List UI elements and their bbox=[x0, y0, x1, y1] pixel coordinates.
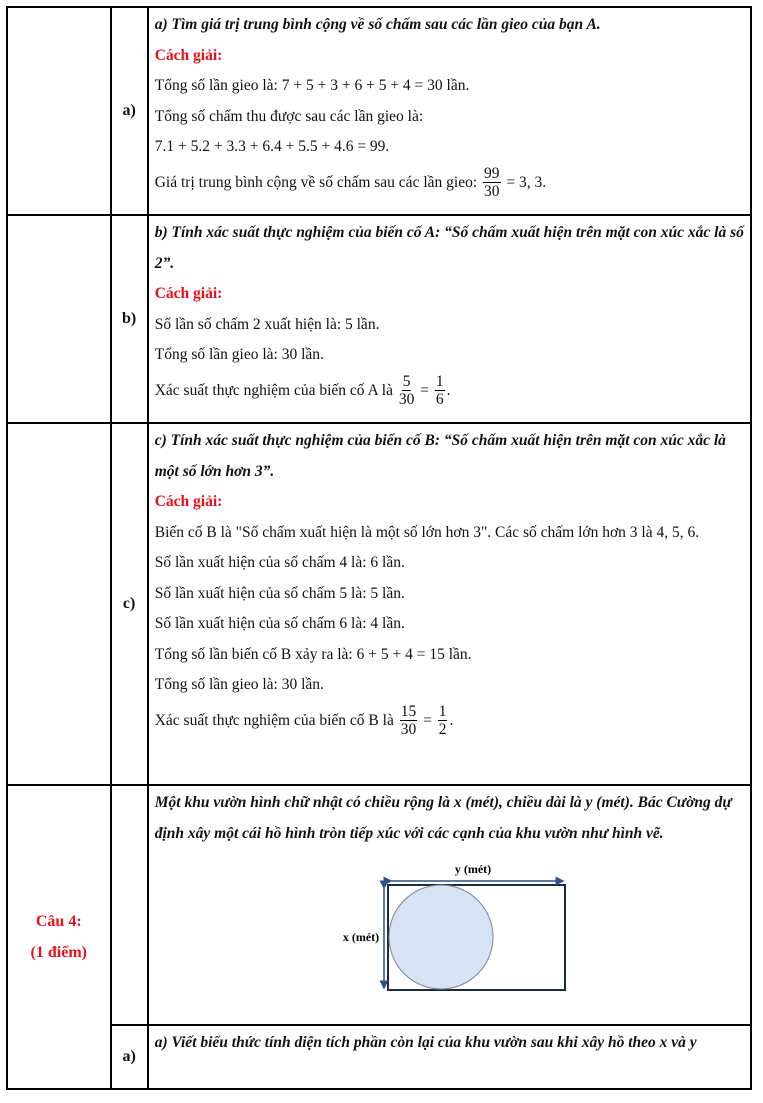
solution-line: Số lần xuất hiện của số chấm 6 là: 4 lần. bbox=[154, 615, 405, 632]
fraction bbox=[435, 373, 445, 408]
part-question: c) Tính xác suất thực nghiệm của biến cố B: “Số chấm xuất hiện trên mặt con xúc xắc là một số lớn hơn 3”. bbox=[154, 432, 726, 480]
equals: = bbox=[416, 381, 433, 399]
part-question: a) Viết biểu thức tính diện tích phần còn lại của khu vườn sau khi xây hồ theo x và y bbox=[154, 1034, 697, 1051]
fraction-denominator: 30 bbox=[400, 721, 417, 739]
fraction bbox=[483, 165, 501, 200]
question-cell-empty bbox=[7, 423, 111, 785]
solution-line: Số lần xuất hiện của số chấm 4 là: 6 lần. bbox=[154, 554, 405, 571]
solution-line: Biến cố B là "Số chấm xuất hiện là một số lớn hơn 3". Các số chấm lớn hơn 3 là 4, 5, 6. bbox=[154, 523, 700, 541]
row-cau4-part-a bbox=[7, 1025, 751, 1089]
question-cell bbox=[7, 785, 111, 1089]
part-content bbox=[148, 7, 751, 215]
part-label: a) bbox=[111, 7, 148, 215]
text: . bbox=[449, 711, 454, 729]
part-content bbox=[148, 423, 751, 785]
fraction-denominator: 2 bbox=[438, 721, 447, 739]
question-cell-empty bbox=[7, 215, 111, 423]
part-label: c) bbox=[111, 423, 148, 785]
fraction bbox=[400, 703, 418, 738]
problem-content bbox=[148, 785, 751, 1025]
solution-line: Tổng số lần gieo là: 7 + 5 + 3 + 6 + 5 + 4 = 30 lần. bbox=[154, 77, 470, 94]
solution-line: Số lần số chấm 2 xuất hiện là: 5 lần. bbox=[154, 315, 380, 333]
fraction-numerator: 1 bbox=[438, 703, 447, 721]
fraction-numerator: 99 bbox=[484, 165, 500, 183]
row-part-b bbox=[7, 215, 751, 423]
text: = 3, 3. bbox=[502, 173, 547, 191]
garden-diagram bbox=[323, 853, 583, 1003]
solution-line: 7.1 + 5.2 + 3.3 + 6.4 + 5.5 + 4.6 = 99. bbox=[154, 138, 390, 155]
fraction bbox=[438, 703, 448, 738]
label-y: y (mét) bbox=[454, 862, 491, 876]
equals: = bbox=[419, 711, 436, 729]
problem-statement: Một khu vườn hình chữ nhật có chiều rộng là x (mét), chiều dài là y (mét). Bác Cường dự định xây một cái hồ hình tròn tiếp xúc với các cạnh của khu vườn như hình vẽ. bbox=[154, 794, 732, 842]
method-label: Cách giải: bbox=[154, 493, 223, 510]
part-content bbox=[148, 1025, 751, 1089]
fraction-numerator: 5 bbox=[402, 373, 411, 391]
row-part-c bbox=[7, 423, 751, 785]
part-label: a) bbox=[111, 1025, 148, 1089]
fraction-numerator: 1 bbox=[435, 373, 444, 391]
text: Xác suất thực nghiệm của biến cố A là bbox=[154, 381, 397, 399]
solution-line-probability bbox=[155, 371, 746, 411]
fraction-numerator: 15 bbox=[400, 703, 417, 721]
row-cau4-problem bbox=[7, 785, 751, 1025]
text: Xác suất thực nghiệm của biến cố B là bbox=[154, 711, 398, 729]
solution-line: Tổng số lần gieo là: 30 lần. bbox=[154, 676, 324, 693]
question-cell-empty bbox=[7, 7, 111, 215]
garden-figure bbox=[323, 853, 583, 1003]
method-label: Cách giải: bbox=[154, 285, 223, 302]
text: . bbox=[446, 381, 451, 399]
part-content bbox=[148, 215, 751, 423]
part-question: a) Tìm giá trị trung bình cộng về số chấm sau các lần gieo của bạn A. bbox=[154, 16, 601, 33]
solution-line: Tổng số lần gieo là: 30 lần. bbox=[154, 346, 324, 363]
fraction-denominator: 30 bbox=[398, 391, 415, 409]
question-points: (1 điểm) bbox=[30, 944, 87, 961]
solution-line: Số lần xuất hiện của số chấm 5 là: 5 lần. bbox=[154, 584, 405, 602]
fraction-denominator: 6 bbox=[435, 391, 444, 409]
solution-line-mean bbox=[155, 163, 746, 203]
method-label: Cách giải: bbox=[154, 46, 223, 64]
part-question: b) Tính xác suất thực nghiệm của biến cố A: “Số chấm xuất hiện trên mặt con xúc xắc là số 2”. bbox=[154, 224, 744, 272]
question-number: Câu 4: bbox=[35, 913, 82, 930]
solution-line: Tổng số lần biến cố B xảy ra là: 6 + 5 + 4 = 15 lần. bbox=[154, 645, 472, 663]
pond-circle bbox=[389, 885, 493, 989]
solution-line-probability bbox=[155, 701, 746, 741]
part-label-empty bbox=[111, 785, 148, 1025]
fraction-denominator: 30 bbox=[484, 183, 500, 201]
part-label: b) bbox=[111, 215, 148, 423]
solution-table bbox=[6, 6, 752, 1090]
fraction bbox=[399, 373, 415, 408]
text: Giá trị trung bình cộng về số chấm sau các lần gieo: bbox=[154, 173, 481, 191]
label-x: x (mét) bbox=[342, 930, 379, 944]
solution-line: Tổng số chấm thu được sau các lần gieo là: bbox=[154, 107, 424, 125]
row-part-a bbox=[7, 7, 751, 215]
